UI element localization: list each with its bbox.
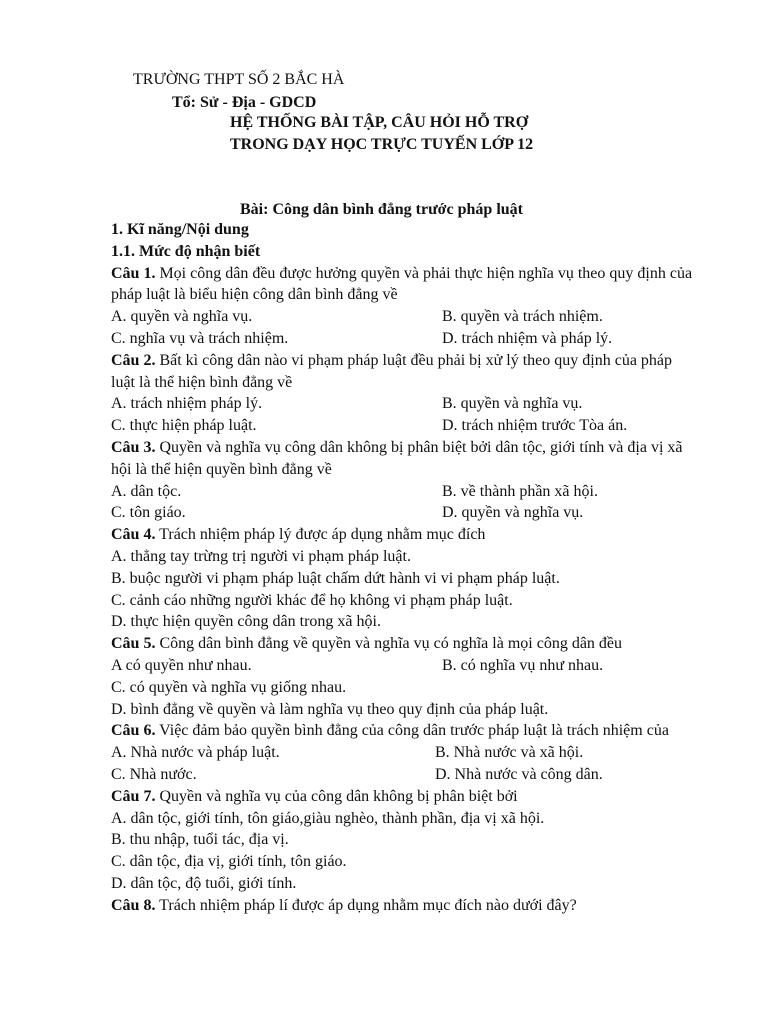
options-row xyxy=(111,328,694,350)
option-d: D. trách nhiệm trước Tòa án. xyxy=(442,417,628,435)
question-5 xyxy=(111,633,694,655)
question-label: Câu 4. xyxy=(111,526,156,544)
option-b: B. về thành phần xã hội. xyxy=(442,482,598,500)
subsection-heading: 1.1. Mức độ nhận biết xyxy=(111,242,261,260)
document-body xyxy=(111,219,694,917)
options-row xyxy=(111,764,694,786)
options-row xyxy=(111,481,694,503)
option-c: C. cảnh cáo những người khác để họ không vi phạm pháp luật. xyxy=(111,591,513,609)
question-label: Câu 5. xyxy=(111,635,156,653)
option-c: C. nghĩa vụ và trách nhiệm. xyxy=(111,329,289,347)
question-6 xyxy=(111,720,694,742)
question-label: Câu 6. xyxy=(111,722,156,740)
option-c: C. dân tộc, địa vị, giới tính, tôn giáo. xyxy=(111,853,347,871)
section-heading: 1. Kĩ năng/Nội dung xyxy=(111,221,249,238)
question-label: Câu 7. xyxy=(111,787,156,805)
option-b: B. Nhà nước và xã hội. xyxy=(435,744,584,762)
question-8 xyxy=(111,895,694,917)
question-1 xyxy=(111,263,694,307)
document-title-line-2: TRONG DẠY HỌC TRỰC TUYẾN LỚP 12 xyxy=(230,136,534,153)
option-d: D. bình đẳng về quyền và làm nghĩa vụ theo quy định của pháp luật. xyxy=(111,700,549,718)
option-a: A. dân tộc, giới tính, tôn giáo,giàu nghèo, thành phần, địa vị xã hội. xyxy=(111,809,545,827)
question-text: Mọi công dân đều được hưởng quyền và phải thực hiện nghĩa vụ theo quy định của pháp luật là biểu hiện công dân bình đẳng về xyxy=(111,264,693,304)
question-text: Quyền và nghĩa vụ của công dân không bị phân biệt bởi xyxy=(155,787,518,805)
option-c: C. có quyền và nghĩa vụ giống nhau. xyxy=(111,678,347,696)
question-text: Công dân bình đẳng về quyền và nghĩa vụ có nghĩa là mọi công dân đều xyxy=(155,635,623,653)
question-3 xyxy=(111,437,694,481)
options-row xyxy=(111,393,694,415)
school-name: TRƯỜNG THPT SỐ 2 BẮC HÀ xyxy=(133,71,345,88)
question-label: Câu 8. xyxy=(111,896,156,914)
options-row xyxy=(111,415,694,437)
option-c: C. Nhà nước. xyxy=(111,765,197,783)
option-a: A. quyền và nghĩa vụ. xyxy=(111,308,253,326)
option-d: D. Nhà nước và công dân. xyxy=(435,765,603,783)
question-4 xyxy=(111,524,694,546)
options-row xyxy=(111,306,694,328)
options-row xyxy=(111,502,694,524)
option-a: A. dân tộc. xyxy=(111,482,182,500)
question-text: Việc đảm bảo quyền bình đẳng của công dân trước pháp luật là trách nhiệm của xyxy=(155,722,669,740)
option-a: A. trách nhiệm pháp lý. xyxy=(111,395,263,413)
option-d: D. thực hiện quyền công dân trong xã hội. xyxy=(111,613,381,631)
option-b: B. quyền và trách nhiệm. xyxy=(442,308,603,326)
option-c: C. thực hiện pháp luật. xyxy=(111,417,257,435)
question-7 xyxy=(111,786,694,808)
option-b: B. có nghĩa vụ như nhau. xyxy=(442,656,604,674)
option-b: B. buộc người vi phạm pháp luật chấm dứt hành vi vi phạm pháp luật. xyxy=(111,569,560,587)
question-text: Trách nhiệm pháp lý được áp dụng nhằm mục đích xyxy=(155,526,486,544)
question-label: Câu 3. xyxy=(111,438,156,456)
lesson-title: Bài: Công dân bình đẳng trước pháp luật xyxy=(240,201,523,218)
question-label: Câu 2. xyxy=(111,351,156,369)
option-a: A có quyền như nhau. xyxy=(111,656,252,674)
question-label: Câu 1. xyxy=(111,264,156,282)
document-title-line-1: HỆ THỐNG BÀI TẬP, CÂU HỎI HỖ TRỢ xyxy=(230,114,529,131)
question-text: Trách nhiệm pháp lí được áp dụng nhằm mục đích nào dưới đây? xyxy=(155,896,577,914)
option-d: D. quyền và nghĩa vụ. xyxy=(442,504,584,522)
question-2 xyxy=(111,350,694,394)
option-c: C. tôn giáo. xyxy=(111,504,186,522)
question-text: Quyền và nghĩa vụ công dân không bị phân biệt bởi dân tộc, giới tính và địa vị xã hội là thể hiện quyền bình đẳng về xyxy=(111,438,683,478)
option-a: A. Nhà nước và pháp luật. xyxy=(111,744,280,762)
option-b: B. quyền và nghĩa vụ. xyxy=(442,395,583,413)
options-row xyxy=(111,742,694,764)
options-row xyxy=(111,655,694,677)
option-a: A. thẳng tay trừng trị người vi phạm pháp luật. xyxy=(111,547,411,565)
department-name: Tổ: Sử - Địa - GDCD xyxy=(172,94,317,111)
option-b: B. thu nhập, tuổi tác, địa vị. xyxy=(111,831,289,849)
question-text: Bất kì công dân nào vi phạm pháp luật đều phải bị xử lý theo quy định của pháp luật là thể hiện bình đẳng về xyxy=(111,351,673,391)
option-d: D. dân tộc, độ tuổi, giới tính. xyxy=(111,874,297,892)
option-d: D. trách nhiệm và pháp lý. xyxy=(442,329,613,347)
